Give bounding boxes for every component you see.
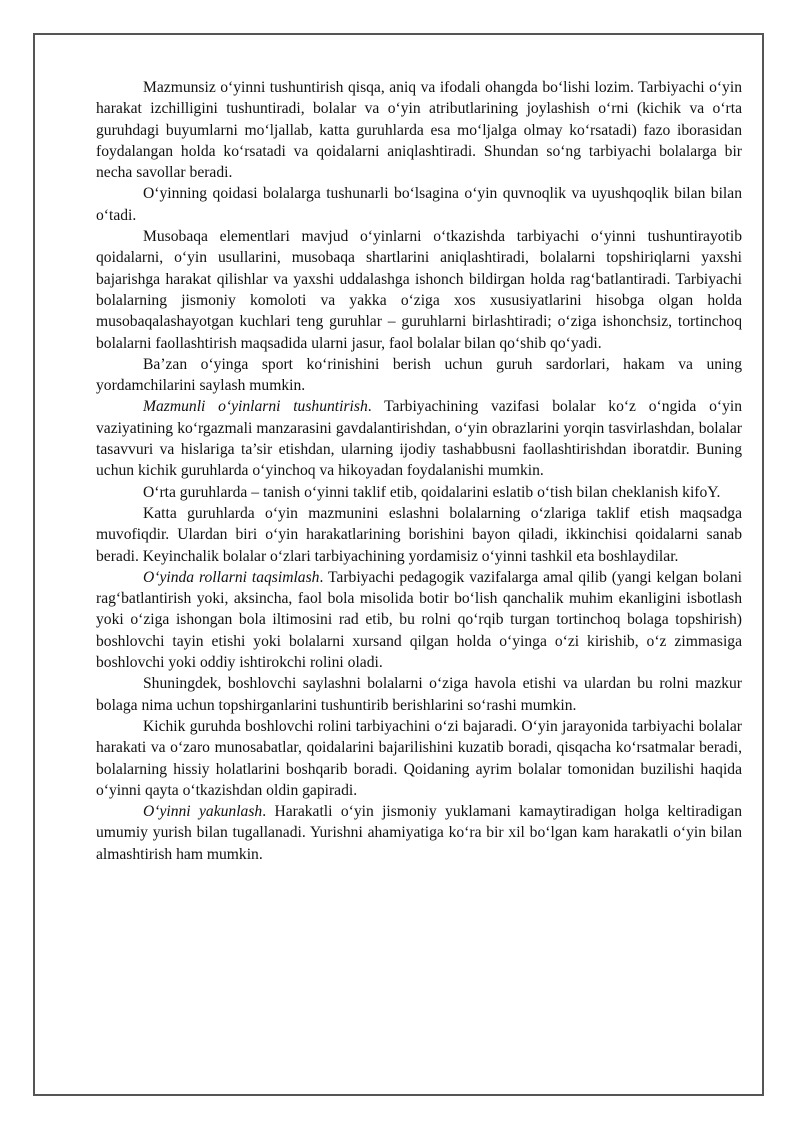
paragraph-text: . Tarbiyachining vazifasi bolalar ko‘z o‘ngida o‘yin vaziyatining ko‘rgazmali manzarasini gavdalantirishdan, o‘yin obrazlarini yorqin tasvirlashdan, bolalar tasavvuri va hislariga ta’sir etishdan, ularning ijodiy tashabbusni faollashtirishdan iboratdir. Buning uchun kichik guruhlarda o‘yinchoq va hikoyadan foydalanishi mumkin.: [96, 398, 743, 480]
paragraph-text: O‘rta guruhlarda – tanish o‘yinni taklif etib, qoidalarini eslatib o‘tish bilan cheklanish kifoY.: [143, 483, 721, 501]
paragraph-text: Ba’zan o‘yinga sport ko‘rinishini berish uchun guruh sardorlari, hakam va uning yordamchilarini saylash mumkin.: [96, 355, 742, 395]
paragraph-text: Musobaqa elementlari mavjud o‘yinlarni o‘tkazishda tarbiyachi o‘yinni tushuntirayotib qoidalarni, o‘yin usullarini, musobaqa shartlarini aniqlashtiradi, bolalarni topshiriqlarni yaxshi bajarishga harakat qilishlar va yaxshi uddalashga ishonch bildirgan holda rag‘batlantiradi. Tarbiyachi bolalarning jismoniy komoloti va yakka o‘ziga xos xususiyatlarini hisobga olgan holda musobaqalashayotgan kuchlari teng guruhlar – guruhlarni birlashtiradi; o‘ziga ishonchsiz, tortinchoq bolalarni faollashtirish maqsadida ularni jasur, faol bolalar bilan qo‘shib qo‘yadi.: [96, 228, 742, 352]
paragraph-11: [96, 801, 742, 865]
paragraph-10: [96, 716, 742, 801]
section-heading-italic: O‘yinni yakunlash: [143, 803, 263, 821]
paragraph-5: [96, 396, 742, 481]
paragraph-3: [96, 226, 742, 354]
paragraph-1: [96, 77, 742, 183]
paragraph-text: Katta guruhlarda o‘yin mazmunini eslashni bolalarning o‘zlariga taklif etish maqsadga muvofiqdir. Ulardan biri o‘yin harakatlarining borishini bayon qiladi, ikkinchisi qoidalarni sanab beradi. Keyinchalik bolalar o‘zlari tarbiyachining yordamisiz o‘yinni tashkil eta boshlaydilar.: [96, 504, 742, 565]
paragraph-text: Kichik guruhda boshlovchi rolini tarbiyachini o‘zi bajaradi. O‘yin jarayonida tarbiyachi bolalar harakati va o‘zaro munosabatlar, qoidalarini bajarilishini kuzatib boradi, qisqacha ko‘rsatmalar beradi, bolalarning hissiy holatlarini boshqarib boradi. Qoidaning ayrim bolalar tomonidan buzilishi haqida o‘yinni qayta o‘tkazishdan oldin gapiradi.: [96, 717, 742, 799]
section-heading-italic: Mazmunli o‘yinlarni tushuntirish: [143, 398, 368, 416]
paragraph-2: [96, 183, 742, 226]
section-heading-italic: O‘yinda rollarni taqsimlash: [143, 568, 320, 586]
paragraph-text: . Tarbiyachi pedagogik vazifalarga amal qilib (yangi kelgan bolani rag‘batlantirish yoki, aksincha, faol bola misolida botir bo‘lish qanchalik muhim ekanligini isbotlash yoki o‘ziga ishongan bola iltimosini rad etib, bu rolni qo‘rqib turgan tortinchoq bolaga topshirish) boshlovchi tayin etishi yoki bolalarni xursand qilgan holda o‘yinga o‘zi kirishib, o‘z zimmasiga boshlovchi yoki oddiy ishtirokchi rolini oladi.: [96, 568, 742, 672]
paragraph-text: O‘yinning qoidasi bolalarga tushunarli bo‘lsagina o‘yin quvnoqlik va uyushqoqlik bilan bilan o‘tadi.: [96, 185, 742, 224]
paragraph-9: [96, 673, 742, 716]
document-body: [96, 77, 742, 865]
paragraph-4: [96, 354, 742, 397]
paragraph-6: [96, 482, 742, 503]
paragraph-7: [96, 503, 742, 567]
paragraph-text: Shuningdek, boshlovchi saylashni bolalarni o‘ziga havola etishi va ulardan bu rolni mazkur bolaga nima uchun topshirganlarini tushuntirib berishlarini so‘rashi mumkin.: [96, 675, 742, 714]
paragraph-text: Mazmunsiz o‘yinni tushuntirish qisqa, aniq va ifodali ohangda bo‘lishi lozim. Tarbiyachi o‘yin harakat izchilligini tushuntiradi, bolalar va o‘yin atributlarining joylashish o‘rni (kichik va o‘rta guruhdagi buyumlarni mo‘ljallab, katta guruhlarda esa mo‘ljalga olmay ko‘rsatadi) fazo iborasidan foydalangan holda ko‘rsatadi va qoidalarni aniqlashtiradi. Shundan so‘ng tarbiyachi bolalarga bir necha savollar beradi.: [96, 79, 742, 182]
paragraph-8: [96, 567, 742, 673]
paragraph-text: . Harakatli o‘yin jismoniy yuklamani kamaytiradigan holga keltiradigan umumiy yurish bilan tugallanadi. Yurishni ahamiyatiga ko‘ra bir xil bo‘lgan kam harakatli o‘yin bilan almashtirish ham mumkin.: [96, 803, 742, 863]
